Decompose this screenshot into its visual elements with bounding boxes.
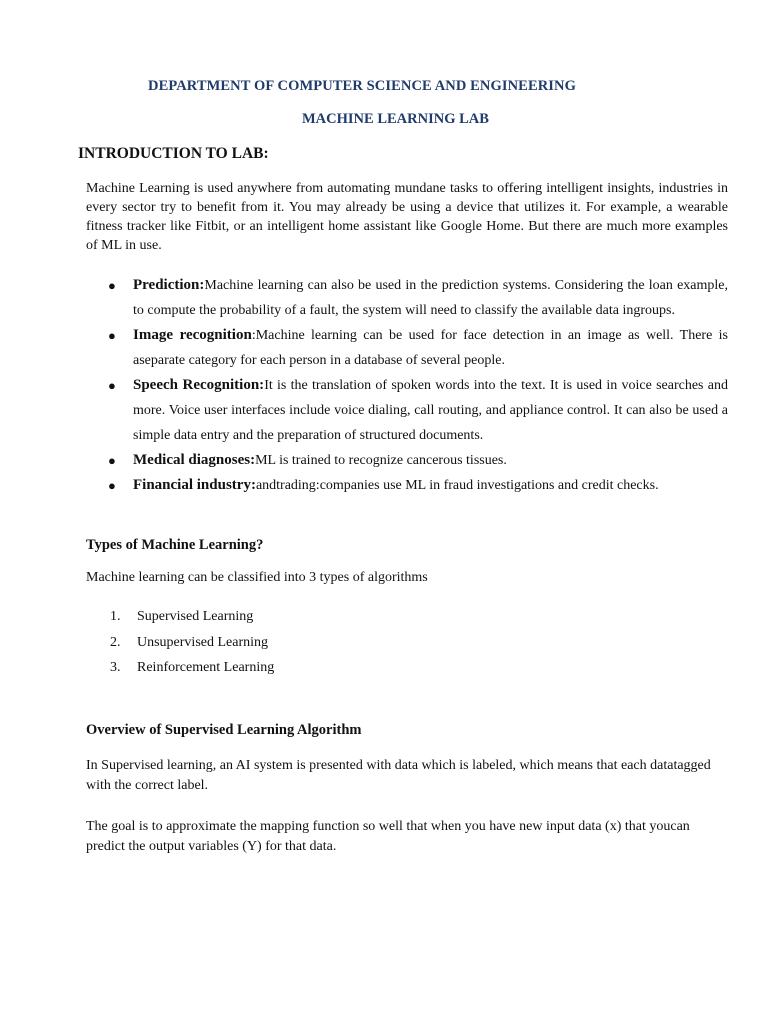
overview-paragraph-1: In Supervised learning, an AI system is presented with data which is labeled, which means that each datatagged with the correct label. [86,758,711,793]
list-item [86,604,274,630]
bullet-icon: ● [108,328,116,343]
list-label: Unsupervised Learning [137,634,269,650]
list-number: 1. [110,609,121,624]
bullet-text: It is the translation of spoken words into the text. It is used in voice searches and more. Voice user interfaces include voice dialing, call routing, and appliance control. It can also be used a simple data entry and the preparation of structured documents. [133,378,728,443]
bullet-term: Speech Recognition: [133,377,265,393]
intro-heading: INTRODUCTION TO LAB: [78,145,269,162]
list-number: 3. [110,660,121,675]
overview-heading: Overview of Supervised Learning Algorithm [86,722,362,738]
types-list [86,604,274,681]
bullet-text: :Machine learning can be used for face detection in an image as well. There is aseparate category for each person in a database of several people. [133,328,728,368]
intro-paragraph: Machine Learning is used anywhere from automating mundane tasks to offering intelligent insights, industries in every sector try to benefit from it. You may already be using a device that utilizes it. For example, a wearable fitness tracker like Fitbit, or an intelligent home assistant like Google Home. But there are much more examples of ML in use. [86,181,728,253]
bullet-text: andtrading:companies use ML in fraud investigations and credit checks. [255,478,659,493]
list-number: 2. [110,634,121,650]
list-item [86,273,728,323]
bullet-text: Machine learning can also be used in the prediction systems. Considering the loan example, to compute the probability of a fault, the system will need to classify the available data ingroups. [133,278,728,318]
bullet-icon: ● [108,278,116,293]
bullet-icon: ● [108,378,116,393]
list-item [86,473,728,498]
list-item [86,448,728,473]
overview-paragraph-2: The goal is to approximate the mapping function so well that when you have new input data (x) that youcan predict the output variables (Y) for that data. [86,819,690,854]
bullet-term: Medical diagnoses: [133,452,256,468]
bullet-icon: ● [108,478,116,493]
list-item [86,323,728,373]
list-item [86,655,274,681]
list-label: Reinforcement Learning [137,660,275,675]
bullet-text: ML is trained to recognize cancerous tissues. [255,453,507,468]
types-intro-text: Machine learning can be classified into 3 types of algorithms [86,570,428,585]
bullet-term: Image recognition [133,327,252,343]
list-item [86,373,728,448]
department-title: DEPARTMENT OF COMPUTER SCIENCE AND ENGINEERING [148,78,576,94]
list-label: Supervised Learning [137,609,254,624]
ml-applications-list [86,273,728,498]
lab-title: MACHINE LEARNING LAB [302,111,489,127]
list-item [86,630,274,656]
bullet-term: Financial industry: [133,477,256,493]
bullet-term: Prediction: [133,277,205,293]
bullet-icon: ● [108,453,116,468]
types-heading: Types of Machine Learning? [86,537,264,553]
